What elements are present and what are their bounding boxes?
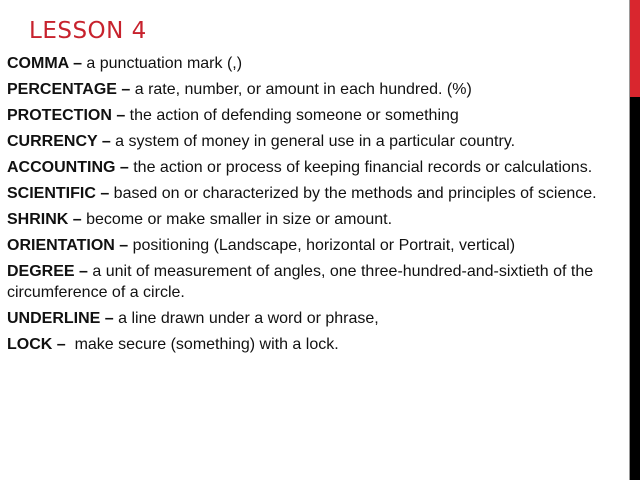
vocab-term: CURRENCY –	[7, 133, 111, 150]
vocab-term: UNDERLINE –	[7, 310, 114, 327]
vocab-term: ACCOUNTING –	[7, 159, 129, 176]
vocab-definition: based on or characterized by the methods and principles of science.	[109, 185, 597, 202]
vocab-term: DEGREE –	[7, 263, 88, 280]
vocab-entry-degree	[7, 261, 632, 308]
vocab-term: SCIENTIFIC –	[7, 185, 110, 202]
vocab-entry-protection	[7, 105, 632, 131]
vocab-entry-percentage	[7, 79, 632, 105]
vocab-definition: a system of money in general use in a particular country.	[110, 133, 516, 150]
vocab-entry-orientation	[7, 235, 632, 261]
accent-bar-red	[630, 0, 640, 97]
accent-bar-black	[630, 97, 640, 480]
vocab-term: LOCK –	[7, 336, 66, 353]
vocab-definition: a rate, number, or amount in each hundred. (%)	[130, 81, 472, 98]
vocabulary-list	[7, 53, 632, 360]
vocab-definition: become or make smaller in size or amount.	[81, 211, 393, 228]
vocab-entry-lock	[7, 334, 632, 360]
slide-title: LESSON 4	[29, 18, 147, 44]
vocab-term: PERCENTAGE –	[7, 81, 131, 98]
vocab-entry-underline	[7, 308, 632, 334]
vocab-term: PROTECTION –	[7, 107, 126, 124]
vocab-definition: the action of defending someone or something	[125, 107, 459, 124]
vocab-term: ORIENTATION –	[7, 237, 129, 254]
vocab-definition: make secure (something) with a lock.	[65, 336, 339, 353]
vocab-definition: a line drawn under a word or phrase,	[113, 310, 379, 327]
vocab-entry-currency	[7, 131, 632, 157]
vocab-term: COMMA –	[7, 55, 82, 72]
vocab-definition: positioning (Landscape, horizontal or Portrait, vertical)	[128, 237, 516, 254]
vocab-entry-shrink	[7, 209, 632, 235]
vocab-entry-comma	[7, 53, 632, 79]
vocab-entry-scientific	[7, 183, 632, 209]
vocab-term: SHRINK –	[7, 211, 82, 228]
vocab-entry-accounting	[7, 157, 632, 183]
vocab-definition: a unit of measurement of angles, one three-hundred-and-sixtieth of the circumference of a circle.	[7, 263, 594, 301]
vocab-definition: the action or process of keeping financial records or calculations.	[128, 159, 593, 176]
vocab-definition: a punctuation mark (,)	[81, 55, 243, 72]
